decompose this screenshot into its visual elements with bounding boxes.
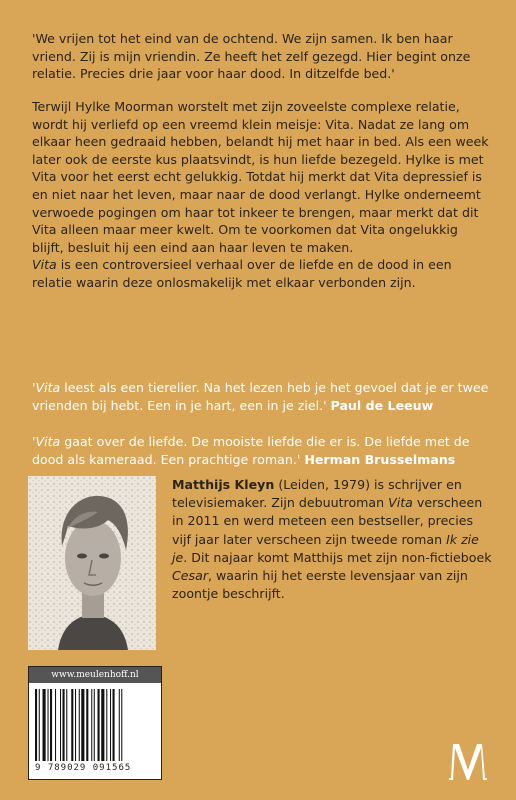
review-quote-2: 'Vita gaat over de liefde. De mooiste liefde die er is. De liefde met de dood als kameraad. Een prachtige roman.' Herman Brusselmans xyxy=(32,434,470,467)
barcode-box xyxy=(28,666,162,780)
author-bio: Matthijs Kleyn (Leiden, 1979) is schrijver en televisiemaker. Zijn debuutroman Vita verscheen in 2011 en werd meteen een bestseller, precies vijf jaar later verscheen zijn tweede roman Ik zie je. Dit najaar komt Matthijs met zijn non-fictieboek Cesar, waarin hij het eerste levensjaar van zijn zoontje beschrijft. xyxy=(172,477,492,602)
book-title: Vita xyxy=(388,495,413,511)
barcode xyxy=(35,689,155,761)
summary-closing: Vita is een controversieel verhaal over de liefde en de dood in een relatie waarin deze onlosmakelijk met elkaar verbonden zijn. xyxy=(32,257,452,290)
review-author: Paul de Leeuw xyxy=(330,397,434,413)
book-title: Ik zie je xyxy=(172,531,479,565)
book-summary xyxy=(32,98,490,292)
author-name: Matthijs Kleyn xyxy=(172,477,275,492)
book-title: Cesar xyxy=(172,568,208,584)
review-author: Herman Brusselmans xyxy=(304,451,456,467)
meulenhoff-logo-icon xyxy=(447,740,489,782)
opening-quote: 'We vrijen tot het eind van de ochtend. We zijn samen. Ik ben haar vriend. Zij is mijn vriendin. Ze heeft het zelf gezegd. Hier begint onze relatie. Precies drie jaar voor haar dood. In ditzelfde bed.' xyxy=(32,31,471,82)
review-quote-1: 'Vita leest als een tierelier. Na het lezen heb je het gevoel dat je er twee vrienden bij hebt. Een in je hart, een in je ziel.' Paul de Leeuw xyxy=(32,380,489,413)
author-portrait-icon xyxy=(28,476,156,650)
publisher-url: www.meulenhoff.nl xyxy=(29,667,161,683)
summary-main: Terwijl Hylke Moorman worstelt met zijn zoveelste complexe relatie, wordt hij verliefd op een vreemd klein meisje: Vita. Nadat ze lang om elkaar heen gedraaid hebben, belandt hij met haar in bed. Als een week later ook de eerste kus plaatsvindt, is hun liefde bezegeld. Hylke is met Vita voor het eerst echt gelukkig. Totdat hij merkt dat Vita depressief is en niet naar het leven, maar naar de dood verlangt. Hylke onderneemt verwoede pogingen om haar tot inkeer te brengen, maar merkt dat dit Vita alleen maar meer kwelt. Om te voorkomen dat Vita ongelukkig blijft, besluit hij een eind aan haar leven te maken. xyxy=(32,99,489,255)
author-photo xyxy=(28,476,156,650)
book-title: Vita xyxy=(35,380,61,395)
book-title: Vita xyxy=(35,434,61,449)
isbn-number: 9 789029 091565 xyxy=(35,763,132,773)
book-title: Vita xyxy=(32,257,57,273)
